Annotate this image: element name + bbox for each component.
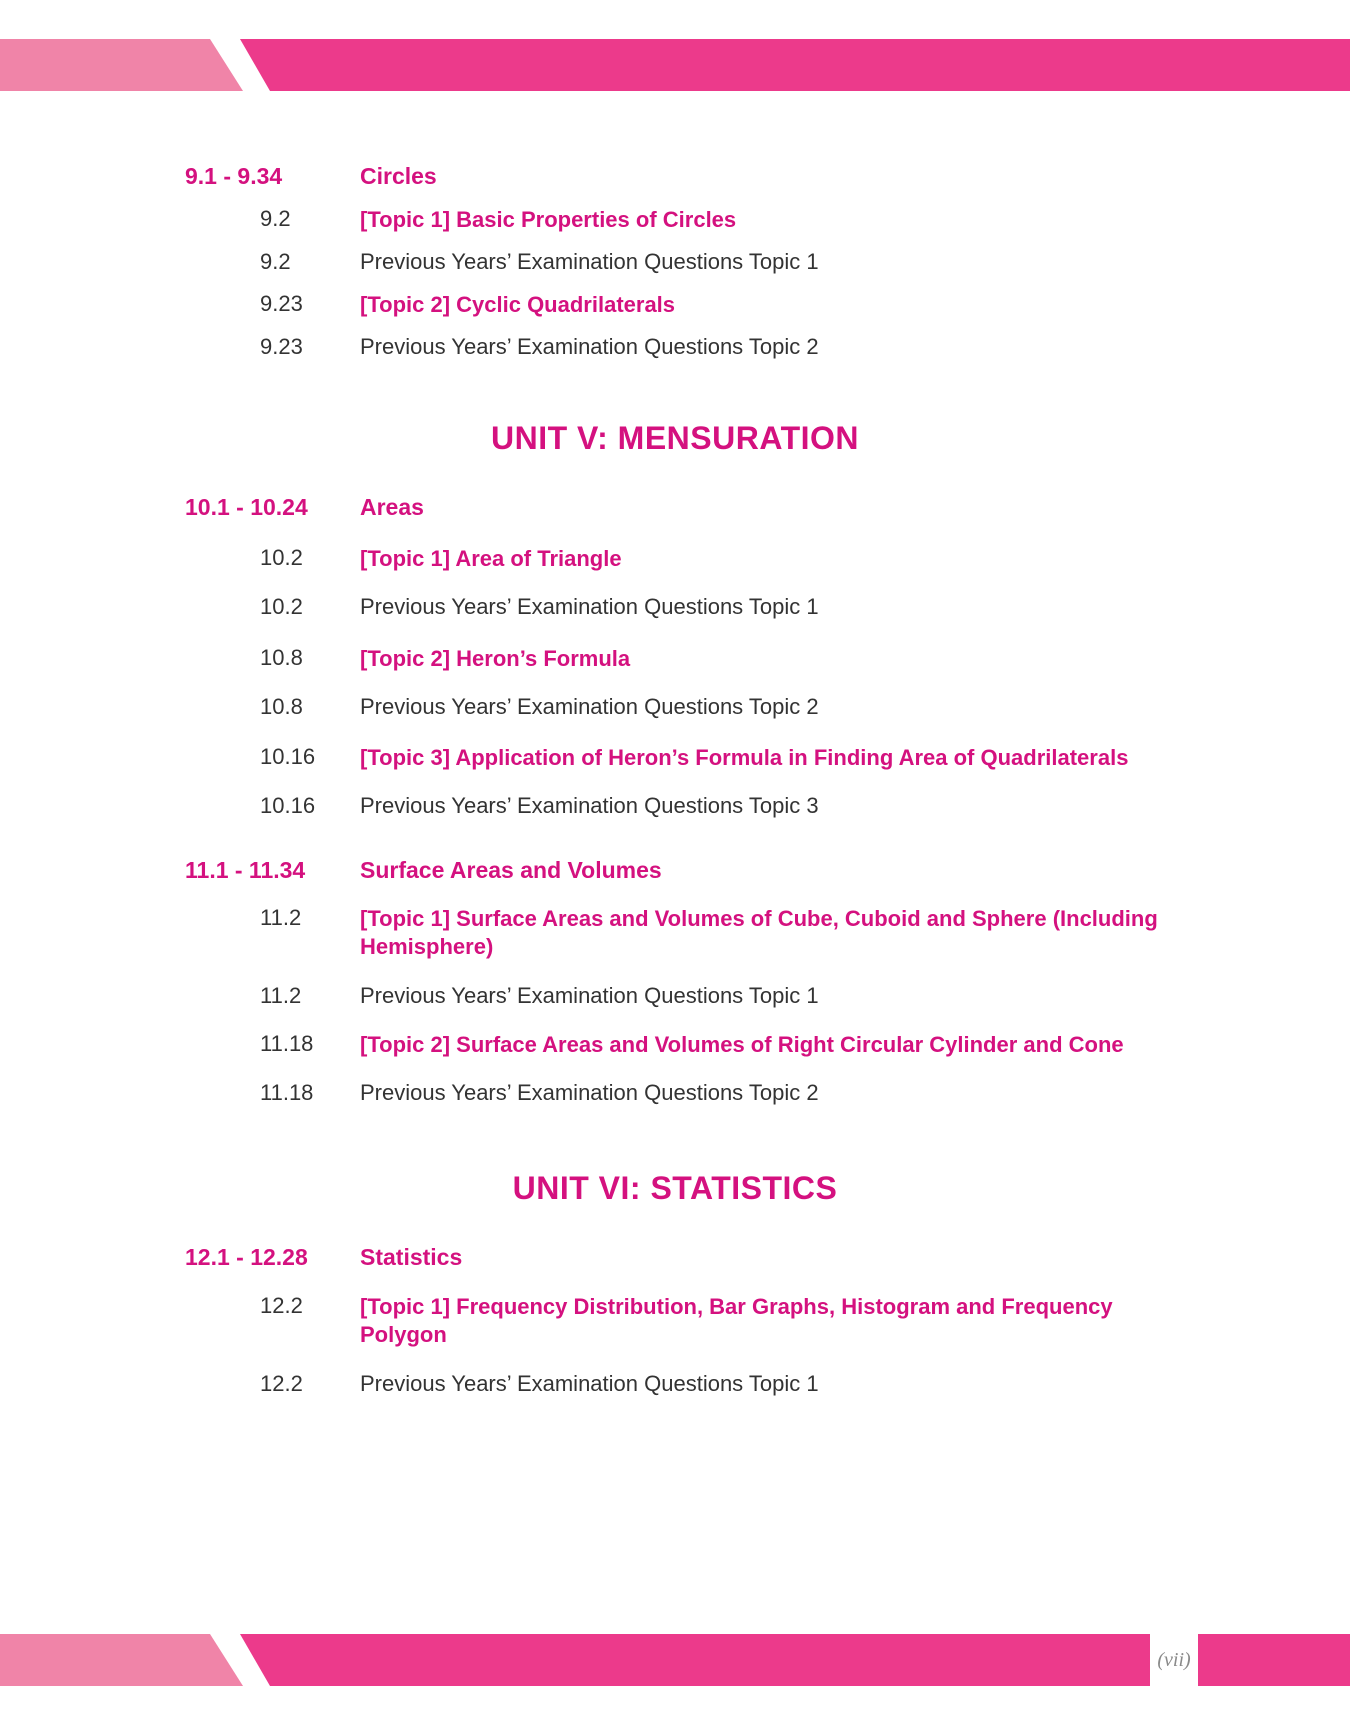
page-number: 9.23 <box>260 334 303 359</box>
topic-link[interactable]: [Topic 2] Surface Areas and Volumes of Right Circular Cylinder and Cone <box>360 1032 1124 1057</box>
chapter-range: 12.1 - 12.28 <box>185 1244 308 1270</box>
folio: (vii) <box>1150 1634 1198 1686</box>
pyq-link[interactable]: Previous Years’ Examination Questions Topic 1 <box>360 983 819 1008</box>
chapter-title[interactable]: Areas <box>360 494 424 520</box>
topic-link[interactable]: [Topic 1] Frequency Distribution, Bar Graphs, Histogram and Frequency Polygon <box>360 1294 1113 1347</box>
page-number: 10.16 <box>260 793 316 818</box>
header-band-light <box>0 39 243 91</box>
chapter-title[interactable]: Statistics <box>360 1244 463 1270</box>
pyq-link[interactable]: Previous Years’ Examination Questions Topic 3 <box>360 793 819 818</box>
page-number: 11.2 <box>260 905 302 930</box>
chapter-title[interactable]: Circles <box>360 163 437 189</box>
topic-link[interactable]: [Topic 3] Application of Heron’s Formula in Finding Area of Quadrilaterals <box>360 745 1129 770</box>
chapter-title[interactable]: Surface Areas and Volumes <box>360 857 662 883</box>
page-number: 10.2 <box>260 594 303 619</box>
page-number: 10.2 <box>260 545 303 570</box>
page-number: 10.8 <box>260 694 303 719</box>
header-band-dark <box>240 39 1350 91</box>
page-number: 10.8 <box>260 645 303 670</box>
chapter-range: 9.1 - 9.34 <box>185 163 283 189</box>
pyq-link[interactable]: Previous Years’ Examination Questions Topic 2 <box>360 334 819 359</box>
topic-link[interactable]: [Topic 1] Area of Triangle <box>360 546 622 571</box>
pyq-link[interactable]: Previous Years’ Examination Questions Topic 1 <box>360 249 819 274</box>
page-number: 11.18 <box>260 1031 314 1056</box>
topic-link[interactable]: [Topic 2] Heron’s Formula <box>360 646 631 671</box>
header-band <box>0 39 1350 91</box>
page-number: 9.2 <box>260 249 291 274</box>
page-number: 12.2 <box>260 1371 303 1396</box>
page-number: 11.18 <box>260 1080 314 1105</box>
chapter-range: 11.1 - 11.34 <box>185 857 306 883</box>
pyq-link[interactable]: Previous Years’ Examination Questions Topic 2 <box>360 1080 819 1105</box>
unit-heading: UNIT VI: STATISTICS <box>512 1170 838 1206</box>
page-number: 9.2 <box>260 206 291 231</box>
pyq-link[interactable]: Previous Years’ Examination Questions Topic 2 <box>360 694 819 719</box>
topic-link[interactable]: [Topic 1] Basic Properties of Circles <box>360 207 737 232</box>
footer-band-light <box>0 1634 243 1686</box>
topic-link[interactable]: [Topic 2] Cyclic Quadrilaterals <box>360 292 676 317</box>
page-number: 9.23 <box>260 291 303 316</box>
unit-heading: UNIT V: MENSURATION <box>490 420 859 456</box>
page-number: 11.2 <box>260 983 302 1008</box>
footer-band <box>0 1634 1350 1686</box>
pyq-link[interactable]: Previous Years’ Examination Questions Topic 1 <box>360 1371 819 1396</box>
chapter-range: 10.1 - 10.24 <box>185 494 308 520</box>
page-number: 12.2 <box>260 1293 303 1318</box>
page-number: 10.16 <box>260 744 316 769</box>
topic-link[interactable]: [Topic 1] Surface Areas and Volumes of Cube, Cuboid and Sphere (Including Hemisphere) <box>360 906 1158 959</box>
pyq-link[interactable]: Previous Years’ Examination Questions Topic 1 <box>360 594 819 619</box>
